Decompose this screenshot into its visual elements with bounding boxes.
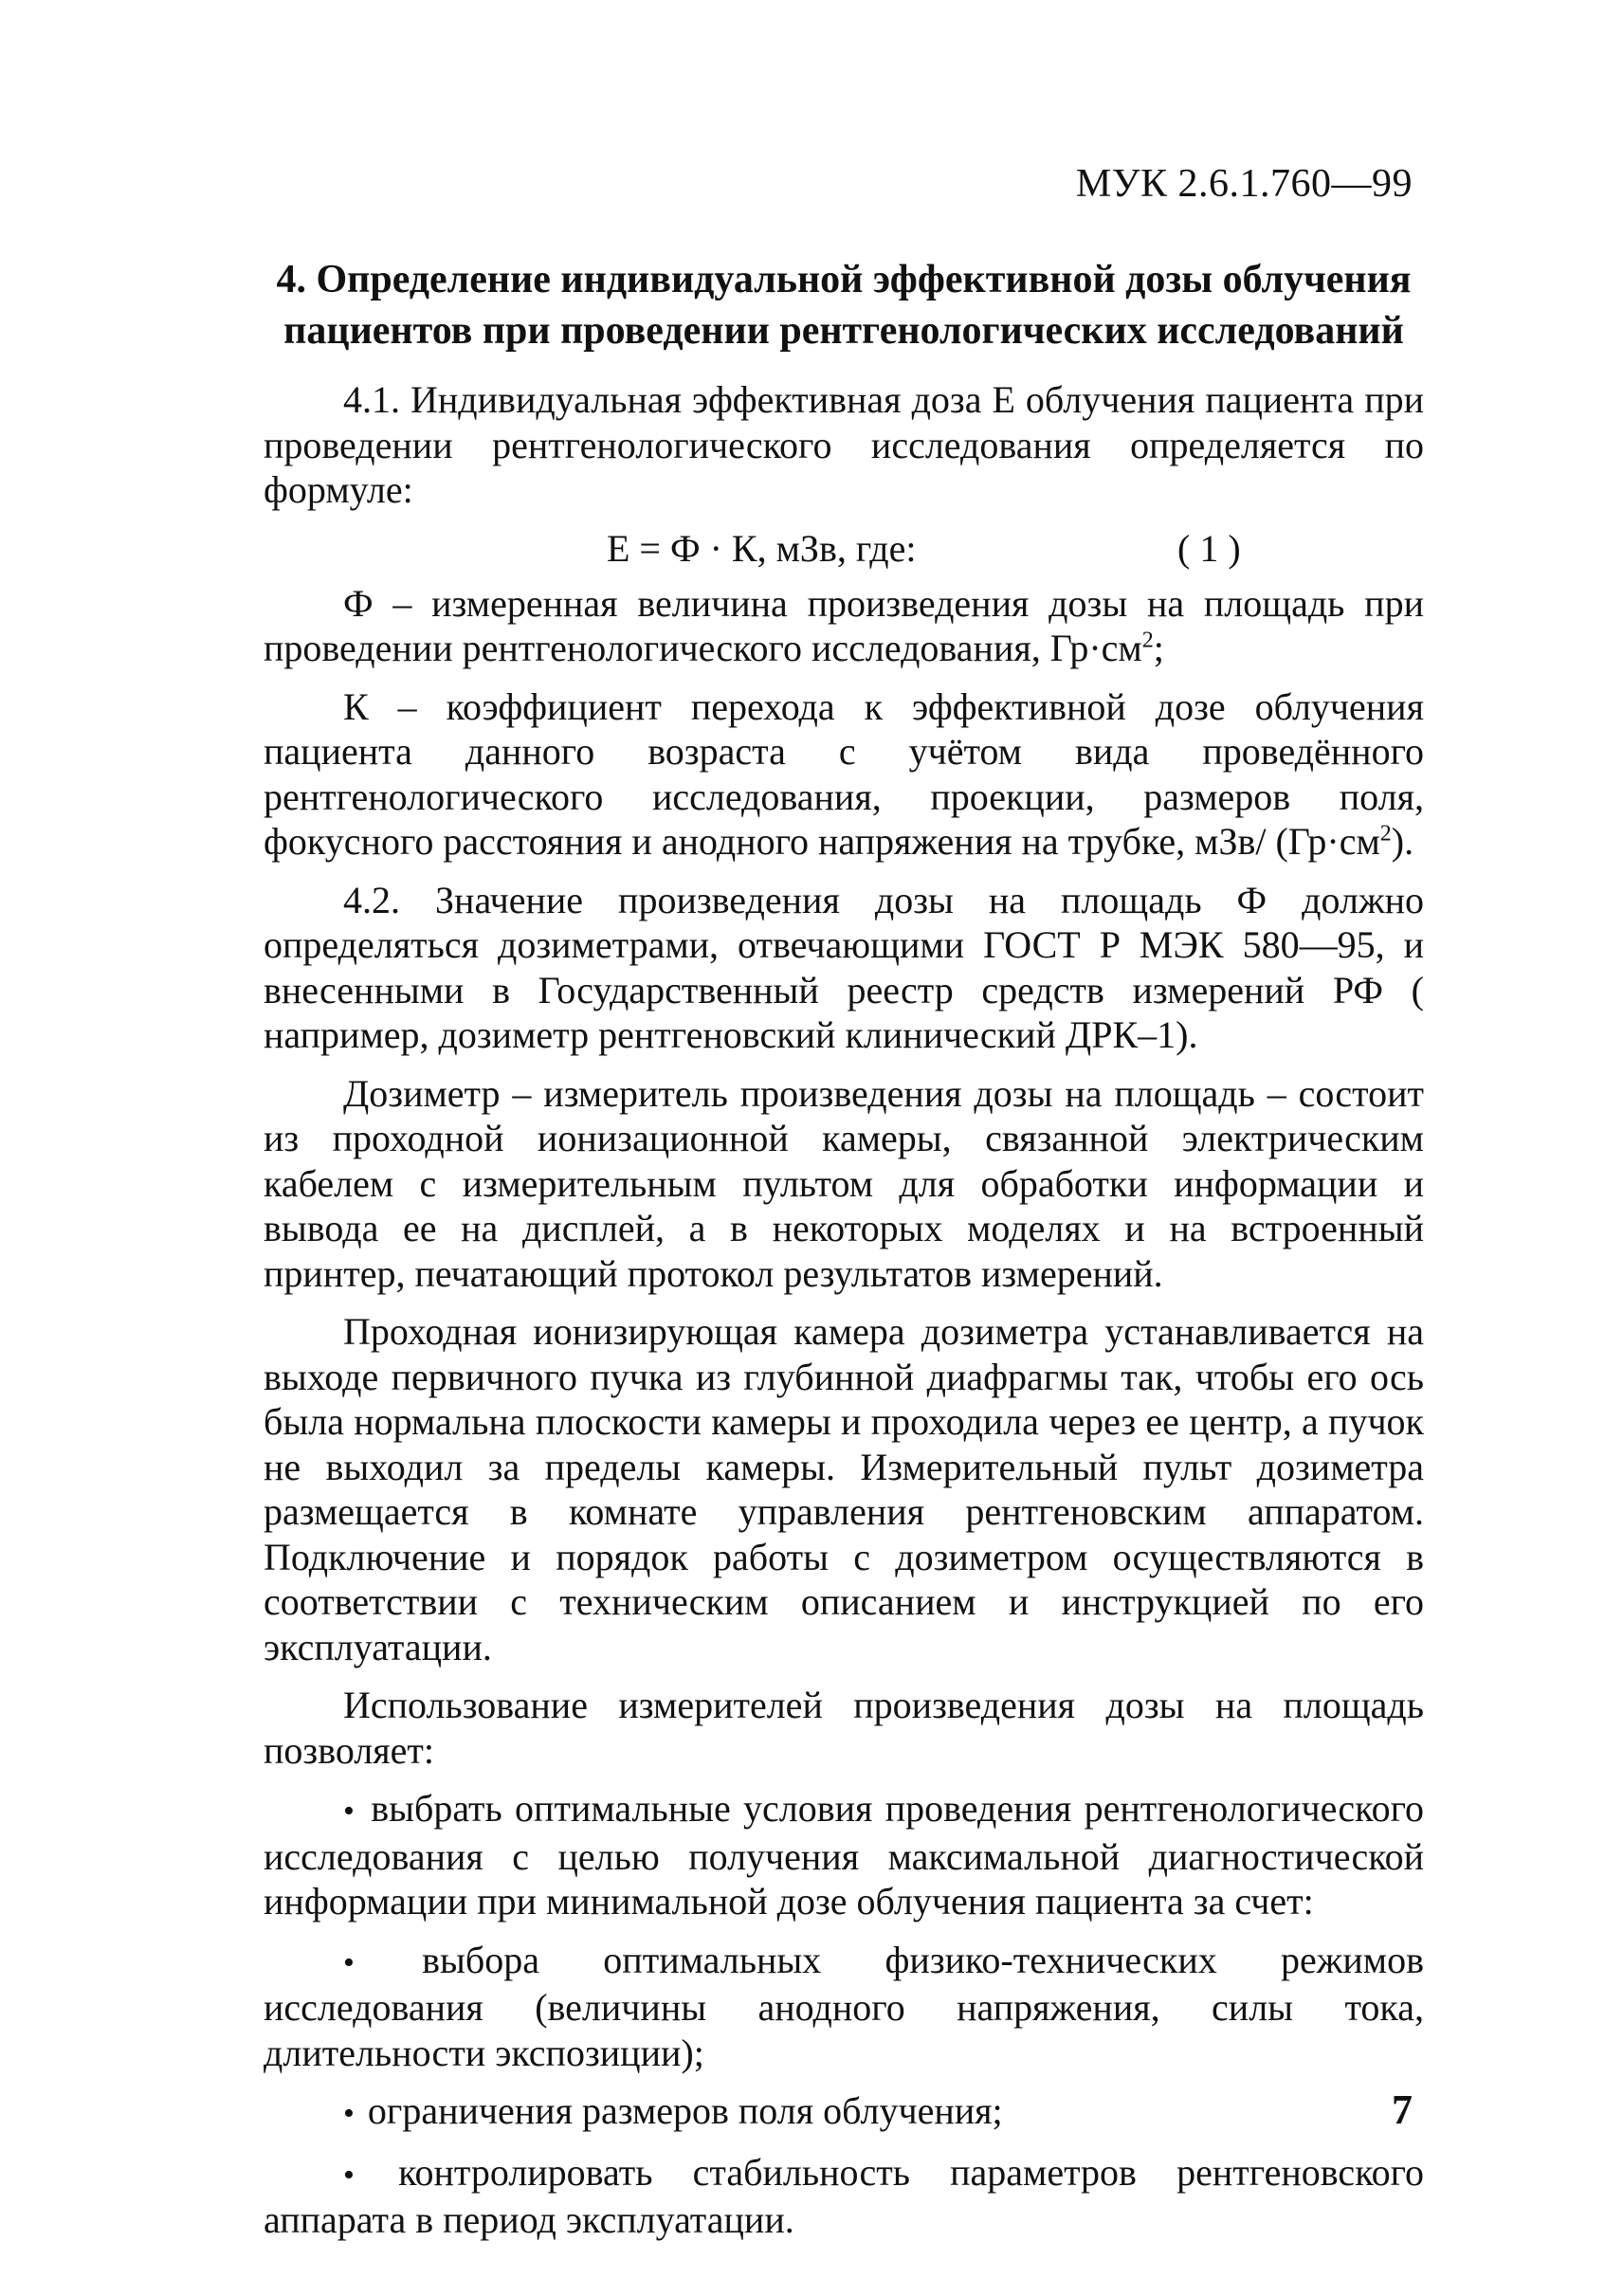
bullet-item	[264, 2150, 1424, 2243]
paragraph-4-2: 4.2. Значение произведения дозы на площадь Ф должно определяться дозиметрами, отвечающими ГОСТ Р МЭК 580—95, и внесенными в Государственный реестр средств измерений РФ ( например, дозиметр рентгеновский клинический ДРК–1).	[264, 878, 1424, 1056]
formula-line	[264, 526, 1424, 572]
phi-unit-superscript: 2	[1141, 628, 1154, 653]
formula: Е = Ф · К, мЗв, где:	[607, 526, 917, 570]
bullet-item	[264, 1786, 1424, 1924]
section-title-line-1: 4. Определение индивидуальной эффективной дозы облучения	[276, 258, 1412, 301]
formula-number: ( 1 )	[1177, 526, 1241, 570]
section-title	[264, 254, 1424, 356]
paragraph-k-definition	[264, 684, 1424, 865]
bullet-text: выбора оптимальных физико-технических режимов исследования (величины анодного напряжения, силы тока, длительности экспозиции);	[264, 1938, 1424, 2074]
paragraph-ionization-chamber: Проходная ионизирующая камера дозиметра устанавливается на выходе первичного пучка из глубинной диафрагмы так, чтобы его ось была нормальна плоскости камеры и проходила через ее центр, а пучок не выходил за пределы камеры. Измерительный пульт дозиметра размещается в комнате управления рентгеновским аппаратом. Подключение и порядок работы с дозиметром осуществляются в соответствии с техническим описанием и инструкцией по его эксплуатации.	[264, 1310, 1424, 1668]
bullet-text: выбрать оптимальные условия проведения рентгенологического исследования с целью получения максимальной диагностической информации при минимальной дозе облучения пациента за счет:	[264, 1787, 1424, 1922]
k-unit-superscript: 2	[1379, 821, 1392, 847]
bullet-icon: •	[343, 2157, 355, 2193]
paragraph-4-1: 4.1. Индивидуальная эффективная доза Е облучения пациента при проведении рентгенологического исследования определяется по формуле:	[264, 378, 1424, 511]
bullet-item	[264, 2088, 1424, 2137]
bullet-icon: •	[343, 2096, 355, 2131]
bullet-icon: •	[343, 1944, 355, 1980]
document-body	[264, 377, 1424, 2256]
bullet-text: ограничения размеров поля облучения;	[367, 2089, 1003, 2132]
paragraph-dosimeter: Дозиметр – измеритель произведения дозы на площадь – состоит из проходной ионизационной камеры, связанной электрическим кабелем с измерительным пультом для обработки информации и вывода ее на дисплей, а в некоторых моделях и на встроенный принтер, печатающий протокол результатов измерений.	[264, 1071, 1424, 1295]
bullet-text: контролировать стабильность параметров рентгеновского аппарата в период эксплуатации.	[264, 2150, 1424, 2241]
page-number: 7	[1392, 2086, 1413, 2133]
k-definition-end: ).	[1391, 820, 1414, 863]
paragraph-phi-definition	[264, 581, 1424, 671]
paragraph-usage: Использование измерителей произведения дозы на площадь позволяет:	[264, 1684, 1424, 1772]
k-definition-text: К – коэффициент перехода к эффективной дозе облучения пациента данного возраста с учётом вида проведённого рентгенологического исследования, проекции, размеров поля, фокусного расстояния и анодного напряжения на трубке, мЗв/ (Гр·см	[264, 684, 1424, 863]
document-code: МУК 2.6.1.760—99	[1075, 162, 1413, 206]
bullet-icon: •	[343, 1794, 355, 1829]
section-title-line-2: пациентов при проведении рентгенологических исследований	[283, 309, 1404, 353]
bullet-item	[264, 1938, 1424, 2076]
phi-definition-text: Ф – измеренная величина произведения дозы на площадь при проведении рентгенологического исследования, Гр·см	[264, 581, 1424, 669]
phi-definition-end: ;	[1153, 627, 1164, 669]
